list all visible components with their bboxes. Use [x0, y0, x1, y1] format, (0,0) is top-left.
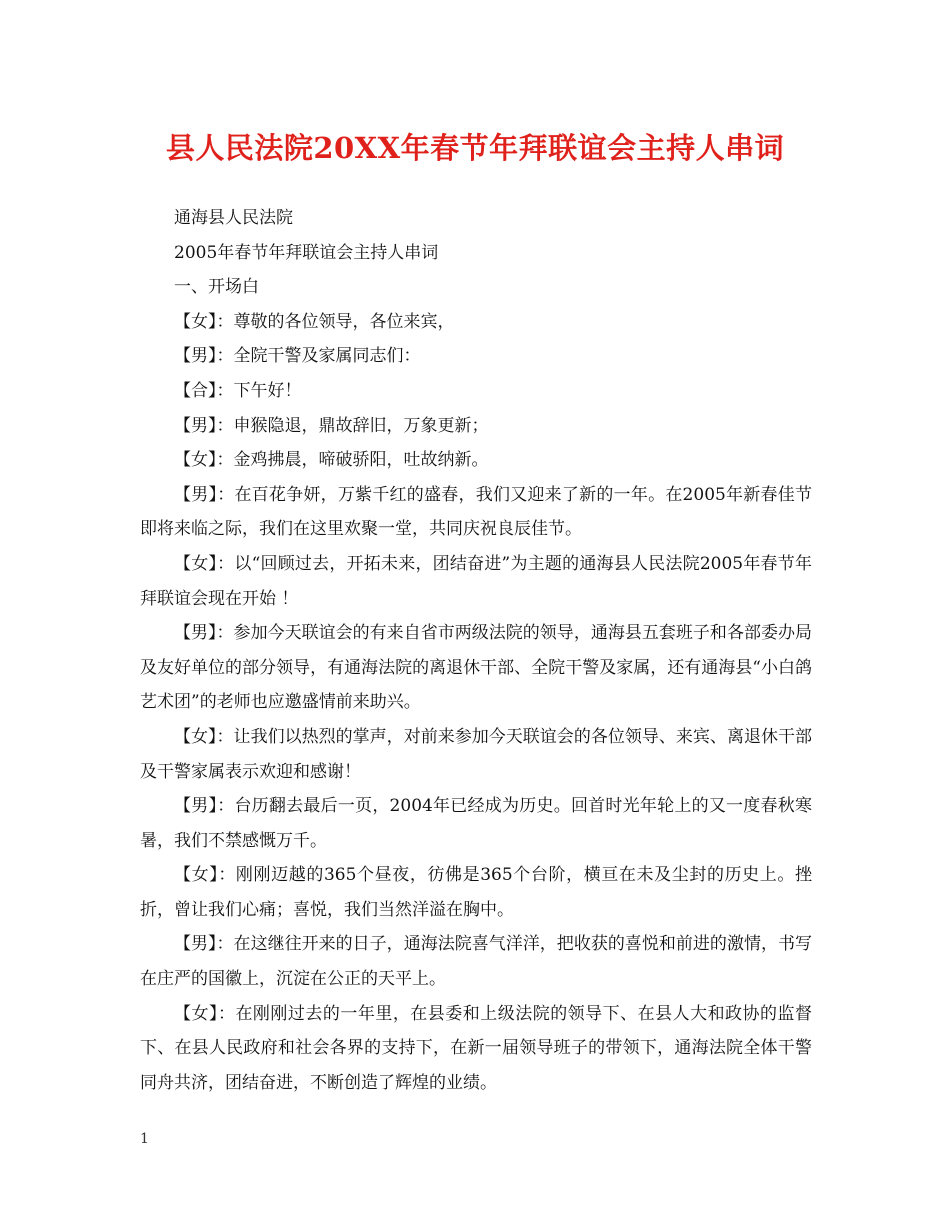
- paragraph: 【男】：在百花争妍，万紫千红的盛春，我们又迎来了新的一年。在2005年新春佳节即将来临之际，我们在这里欢聚一堂，共同庆祝良辰佳节。: [140, 484, 812, 540]
- paragraph: 【女】：让我们以热烈的掌声，对前来参加今天联谊会的各位领导、来宾、离退休干部及干警家属表示欢迎和感谢！: [140, 726, 812, 782]
- paragraph: 【女】：尊敬的各位领导，各位来宾，: [174, 311, 455, 332]
- document-title: 县人民法院20XX年春节年拜联谊会主持人串词: [165, 131, 785, 165]
- paragraph: 【男】：全院干警及家属同志们：: [174, 346, 421, 367]
- paragraph: 【女】：以“回顾过去，开拓未来，团结奋进”为主题的通海县人民法院2005年春节年拜联谊会现在开始 ！: [140, 553, 812, 609]
- document-body: [140, 201, 812, 1100]
- page-number: 1: [140, 1131, 149, 1147]
- paragraph: 【合】：下午好！: [174, 380, 302, 401]
- paragraph-court-name: 通海县人民法院: [174, 208, 293, 228]
- paragraph: 【男】：参加今天联谊会的有来自省市两级法院的领导，通海县五套班子和各部委办局及友好单位的部分领导，有通海法院的离退休干部、全院干警及家属，还有通海县“小白鸽艺术团”的老师也应邀盛情前来助兴。: [140, 623, 812, 713]
- paragraph: 【女】：在刚刚过去的一年里，在县委和上级法院的领导下、在县人大和政协的监督下、在县人民政府和社会各界的支持下，在新一届领导班子的带领下，通海法院全体干警同舟共济，团结奋进，不断创造了辉煌的业绩。: [140, 1003, 812, 1093]
- paragraph: 【男】：台历翻去最后一页，2004年已经成为历史。回首时光年轮上的又一度春秋寒暑，我们不禁感慨万千。: [140, 796, 812, 851]
- paragraph: 【男】：申猴隐退，鼎故辞旧，万象更新；: [174, 415, 489, 436]
- paragraph-subtitle: 2005年春节年拜联谊会主持人串词: [174, 242, 439, 263]
- paragraph: 【男】：在这继往开来的日子，通海法院喜气洋洋，把收获的喜悦和前进的激情，书写在庄严的国徽上，沉淀在公正的天平上。: [140, 934, 812, 990]
- paragraph: 【女】：金鸡拂晨，啼破骄阳，吐故纳新。: [174, 450, 489, 471]
- paragraph: 【女】：刚刚迈越的365个昼夜，彷佛是365个台阶，横亘在未及尘封的历史上。挫折，曾让我们心痛；喜悦，我们当然洋溢在胸中。: [140, 865, 812, 920]
- paragraph-section-heading: 一、开场白: [174, 277, 259, 298]
